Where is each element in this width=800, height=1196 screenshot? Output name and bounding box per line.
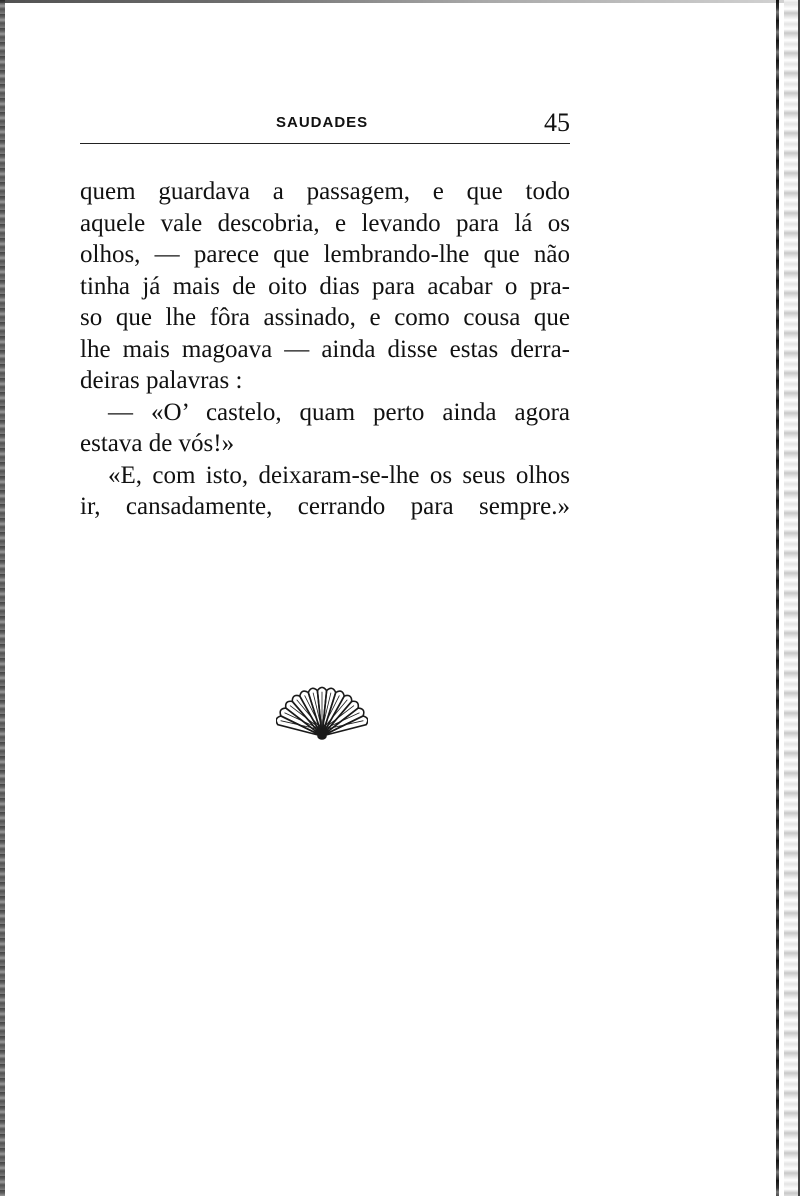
body-text bbox=[80, 176, 570, 523]
text-line: lhe mais magoava — ainda disse estas derra- bbox=[80, 335, 570, 363]
scan-edge-left bbox=[0, 0, 5, 1196]
text-line: ir, cansadamente, cerrando para sempre.» bbox=[80, 493, 570, 520]
text-line: deiras palavras : bbox=[80, 367, 243, 394]
running-title: SAUDADES bbox=[276, 114, 369, 131]
paragraph-3 bbox=[80, 460, 570, 523]
text-line: «E, com isto, deixaram-se-lhe os seus olhos bbox=[108, 461, 570, 489]
page-number: 45 bbox=[544, 108, 570, 137]
text-line: aquele vale descobria, e levando para lá os bbox=[80, 209, 570, 237]
text-line: olhos, — parece que lembrando-lhe que não bbox=[80, 241, 570, 268]
text-line: so que lhe fôra assinado, e como cousa que bbox=[80, 304, 570, 331]
paragraph-2 bbox=[80, 397, 570, 460]
page-header bbox=[80, 108, 570, 144]
scan-edge-top bbox=[0, 0, 800, 3]
text-line: tinha já mais de oito dias para acabar o pra- bbox=[80, 272, 570, 300]
header-rule bbox=[80, 143, 570, 144]
text-line: — «O’ castelo, quam perto ainda agora bbox=[108, 398, 570, 426]
text-line: estava de vós!» bbox=[80, 430, 235, 457]
shell-fan-ornament-icon bbox=[276, 676, 368, 742]
fan-base bbox=[318, 733, 326, 739]
paragraph-1 bbox=[80, 176, 570, 397]
text-line: quem guardava a passagem, e que todo bbox=[80, 178, 570, 205]
scan-edge-right bbox=[774, 0, 800, 1196]
